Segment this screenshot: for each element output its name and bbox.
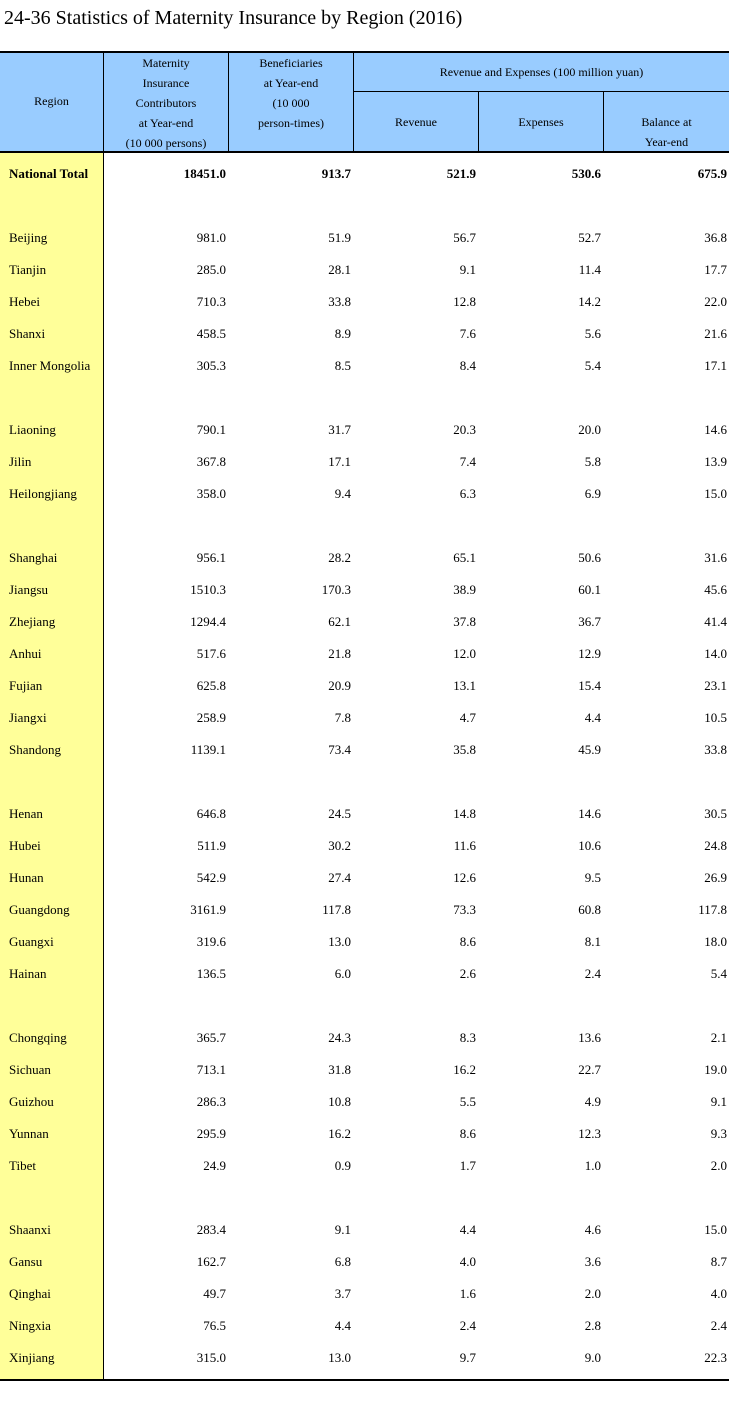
beneficiaries-value: 8.9	[334, 326, 351, 341]
revenue-value: 11.6	[453, 838, 476, 853]
balance-value: 17.1	[704, 358, 727, 373]
contributors-value: 295.9	[196, 1126, 226, 1141]
expenses-value: 5.4	[584, 358, 601, 373]
balance-value: 9.3	[710, 1126, 727, 1141]
beneficiaries-value: 7.8	[334, 710, 351, 725]
expenses-value: 4.6	[584, 1222, 601, 1237]
expenses-value: 14.2	[578, 294, 601, 309]
table-row	[0, 708, 729, 728]
expenses-value: 52.7	[578, 230, 601, 245]
revenue-value: 9.7	[459, 1350, 476, 1365]
table-row	[0, 356, 729, 376]
revenue-value: 4.4	[459, 1222, 476, 1237]
expenses-value: 50.6	[578, 550, 601, 565]
contributors-value: 285.0	[196, 262, 226, 277]
region-name: Jiangxi	[9, 710, 47, 725]
balance-value: 41.4	[704, 614, 727, 629]
balance-value: 2.4	[710, 1318, 727, 1333]
revenue-value: 1.6	[459, 1286, 476, 1301]
header-revenue-expenses-group: Revenue and Expenses (100 million yuan)	[439, 65, 644, 79]
table-row	[0, 1220, 729, 1240]
contributors-value: 3161.9	[190, 902, 226, 917]
expenses-value: 10.6	[578, 838, 601, 853]
contributors-value: 956.1	[196, 550, 226, 565]
expenses-value: 60.8	[578, 902, 601, 917]
balance-value: 5.4	[710, 966, 727, 981]
table-row	[0, 1156, 729, 1176]
expenses-value: 5.6	[584, 326, 601, 341]
statistics-table	[0, 51, 729, 1381]
revenue-value: 38.9	[453, 582, 476, 597]
bottom-rule	[0, 1379, 729, 1381]
table-row	[0, 612, 729, 632]
balance-value: 31.6	[704, 550, 727, 565]
region-name: Yunnan	[9, 1126, 49, 1141]
expenses-value: 36.7	[578, 614, 601, 629]
balance-value: 19.0	[704, 1062, 727, 1077]
balance-value: 4.0	[710, 1286, 727, 1301]
region-name: Inner Mongolia	[9, 358, 91, 373]
beneficiaries-value: 170.3	[321, 582, 351, 597]
revenue-value: 8.6	[459, 1126, 476, 1141]
region-name: Shanghai	[9, 550, 58, 565]
group-rule	[353, 91, 729, 92]
beneficiaries-value: 20.9	[328, 678, 351, 693]
table-row	[0, 740, 729, 760]
revenue-value: 1.7	[459, 1158, 476, 1173]
revenue-value: 2.6	[459, 966, 476, 981]
revenue-value: 6.3	[459, 486, 476, 501]
header-revenue: Revenue	[395, 115, 437, 129]
balance-value: 45.6	[704, 582, 727, 597]
balance-value: 23.1	[704, 678, 727, 693]
beneficiaries-value: 21.8	[328, 646, 351, 661]
expenses-value: 3.6	[584, 1254, 601, 1269]
header-expenses: Expenses	[518, 115, 564, 129]
contributors-value: 458.5	[196, 326, 226, 341]
revenue-value: 73.3	[453, 902, 476, 917]
region-name: Xinjiang	[9, 1350, 55, 1365]
region-name: Ningxia	[9, 1318, 51, 1333]
revenue-value: 8.4	[459, 358, 476, 373]
balance-value: 675.9	[697, 166, 727, 181]
contributors-value: 625.8	[196, 678, 226, 693]
region-name: Guizhou	[9, 1094, 54, 1109]
table-row	[0, 1316, 729, 1336]
contributors-value: 283.4	[196, 1222, 226, 1237]
beneficiaries-value: 13.0	[328, 934, 351, 949]
table-row	[0, 1252, 729, 1272]
beneficiaries-value: 24.3	[328, 1030, 351, 1045]
balance-value: 24.8	[704, 838, 727, 853]
table-row	[0, 292, 729, 312]
table-row	[0, 324, 729, 344]
table-row	[0, 1124, 729, 1144]
region-name: Beijing	[9, 230, 48, 245]
beneficiaries-value: 117.8	[322, 902, 351, 917]
region-name: Shaanxi	[9, 1222, 51, 1237]
region-name: Tibet	[9, 1158, 36, 1173]
balance-value: 10.5	[704, 710, 727, 725]
table-row	[0, 580, 729, 600]
expenses-value: 14.6	[578, 806, 601, 821]
expenses-value: 2.0	[584, 1286, 601, 1301]
region-name: Hainan	[9, 966, 47, 981]
expenses-value: 6.9	[584, 486, 601, 501]
region-name: Anhui	[9, 646, 42, 661]
revenue-value: 65.1	[453, 550, 476, 565]
table-row	[0, 1348, 729, 1368]
balance-value: 18.0	[704, 934, 727, 949]
table-row	[0, 836, 729, 856]
contributors-value: 286.3	[196, 1094, 226, 1109]
beneficiaries-value: 9.4	[334, 486, 351, 501]
region-name: Fujian	[9, 678, 43, 693]
expenses-value: 4.4	[584, 710, 601, 725]
revenue-value: 13.1	[453, 678, 476, 693]
balance-value: 22.3	[704, 1350, 727, 1365]
contributors-value: 1139.1	[190, 742, 226, 757]
expenses-value: 13.6	[578, 1030, 601, 1045]
region-name: Jiangsu	[9, 582, 48, 597]
contributors-value: 76.5	[203, 1318, 226, 1333]
balance-value: 14.0	[704, 646, 727, 661]
table-row	[0, 932, 729, 952]
beneficiaries-value: 30.2	[328, 838, 351, 853]
contributors-value: 511.9	[197, 838, 226, 853]
revenue-value: 12.6	[453, 870, 476, 885]
contributors-value: 162.7	[196, 1254, 226, 1269]
beneficiaries-value: 10.8	[328, 1094, 351, 1109]
balance-value: 30.5	[704, 806, 727, 821]
beneficiaries-value: 28.2	[328, 550, 351, 565]
expenses-value: 12.9	[578, 646, 601, 661]
contributors-value: 713.1	[196, 1062, 226, 1077]
revenue-value: 4.0	[459, 1254, 476, 1269]
balance-value: 8.7	[710, 1254, 727, 1269]
revenue-value: 20.3	[453, 422, 476, 437]
revenue-value: 5.5	[459, 1094, 476, 1109]
beneficiaries-value: 62.1	[328, 614, 351, 629]
region-name: Hunan	[9, 870, 44, 885]
revenue-value: 12.8	[453, 294, 476, 309]
contributors-value: 542.9	[196, 870, 226, 885]
balance-value: 15.0	[704, 486, 727, 501]
region-name: Shanxi	[9, 326, 46, 341]
expenses-value: 2.4	[584, 966, 601, 981]
beneficiaries-value: 16.2	[328, 1126, 351, 1141]
region-name: Jilin	[9, 454, 32, 469]
table-row	[0, 964, 729, 984]
contributors-value: 367.8	[196, 454, 226, 469]
header-beneficiaries: Beneficiaries at Year-end (10 000 person-times)	[258, 56, 324, 130]
table-row	[0, 1284, 729, 1304]
contributors-value: 981.0	[196, 230, 226, 245]
table-row	[0, 548, 729, 568]
region-name: Henan	[9, 806, 43, 821]
revenue-value: 14.8	[453, 806, 476, 821]
balance-value: 33.8	[704, 742, 727, 757]
revenue-value: 37.8	[453, 614, 476, 629]
region-name: Guangdong	[9, 902, 70, 917]
table-row	[0, 260, 729, 280]
expenses-value: 8.1	[584, 934, 601, 949]
contributors-value: 305.3	[196, 358, 226, 373]
table-row	[0, 1028, 729, 1048]
beneficiaries-value: 6.8	[334, 1254, 351, 1269]
balance-value: 2.0	[710, 1158, 727, 1173]
contributors-value: 136.5	[196, 966, 226, 981]
beneficiaries-value: 4.4	[334, 1318, 351, 1333]
expenses-value: 2.8	[584, 1318, 601, 1333]
beneficiaries-value: 6.0	[334, 966, 351, 981]
table-row	[0, 676, 729, 696]
revenue-value: 8.3	[459, 1030, 476, 1045]
region-name: Liaoning	[9, 422, 56, 437]
balance-value: 26.9	[704, 870, 727, 885]
region-name: Zhejiang	[9, 614, 56, 629]
beneficiaries-value: 913.7	[321, 166, 351, 181]
region-name: Hubei	[9, 838, 41, 853]
revenue-value: 8.6	[459, 934, 476, 949]
contributors-value: 646.8	[196, 806, 226, 821]
beneficiaries-value: 24.5	[328, 806, 351, 821]
revenue-value: 2.4	[459, 1318, 476, 1333]
revenue-value: 7.6	[459, 326, 476, 341]
region-name: Hebei	[9, 294, 41, 309]
revenue-value: 56.7	[453, 230, 476, 245]
contributors-value: 358.0	[196, 486, 226, 501]
contributors-value: 1510.3	[190, 582, 226, 597]
beneficiaries-value: 31.7	[328, 422, 351, 437]
beneficiaries-value: 8.5	[334, 358, 351, 373]
region-name: Sichuan	[9, 1062, 51, 1077]
beneficiaries-value: 13.0	[328, 1350, 351, 1365]
balance-value: 2.1	[710, 1030, 727, 1045]
beneficiaries-value: 17.1	[328, 454, 351, 469]
table-row	[0, 868, 729, 888]
table-row	[0, 452, 729, 472]
header-region: Region	[34, 94, 69, 108]
beneficiaries-value: 28.1	[328, 262, 351, 277]
region-name: Guangxi	[9, 934, 54, 949]
table-row	[0, 804, 729, 824]
revenue-value: 35.8	[453, 742, 476, 757]
contributors-value: 49.7	[203, 1286, 226, 1301]
contributors-value: 365.7	[196, 1030, 226, 1045]
revenue-value: 16.2	[453, 1062, 476, 1077]
beneficiaries-value: 9.1	[334, 1222, 351, 1237]
expenses-value: 9.5	[584, 870, 601, 885]
expenses-value: 20.0	[578, 422, 601, 437]
balance-value: 22.0	[704, 294, 727, 309]
expenses-value: 60.1	[578, 582, 601, 597]
expenses-value: 1.0	[584, 1158, 601, 1173]
table-row	[0, 900, 729, 920]
balance-value: 13.9	[704, 454, 727, 469]
expenses-value: 45.9	[578, 742, 601, 757]
balance-value: 36.8	[704, 230, 727, 245]
expenses-value: 11.4	[578, 262, 601, 277]
region-name: Shandong	[9, 742, 61, 757]
expenses-value: 4.9	[584, 1094, 601, 1109]
beneficiaries-value: 73.4	[328, 742, 351, 757]
beneficiaries-value: 0.9	[334, 1158, 351, 1173]
balance-value: 21.6	[704, 326, 727, 341]
table-row	[0, 1092, 729, 1112]
contributors-value: 517.6	[196, 646, 226, 661]
balance-value: 9.1	[710, 1094, 727, 1109]
contributors-value: 18451.0	[183, 166, 226, 181]
beneficiaries-value: 31.8	[328, 1062, 351, 1077]
table-row	[0, 644, 729, 664]
contributors-value: 258.9	[196, 710, 226, 725]
expenses-value: 530.6	[571, 166, 601, 181]
contributors-value: 319.6	[196, 934, 226, 949]
contributors-value: 1294.4	[190, 614, 226, 629]
table-row	[0, 484, 729, 504]
region-name: Heilongjiang	[9, 486, 77, 501]
balance-value: 117.8	[698, 902, 727, 917]
beneficiaries-value: 33.8	[328, 294, 351, 309]
revenue-value: 7.4	[459, 454, 476, 469]
national-total-row	[0, 164, 729, 184]
region-name: Tianjin	[9, 262, 47, 277]
table-row	[0, 228, 729, 248]
contributors-value: 790.1	[196, 422, 226, 437]
region-name: Gansu	[9, 1254, 43, 1269]
expenses-value: 9.0	[584, 1350, 601, 1365]
beneficiaries-value: 27.4	[328, 870, 351, 885]
header-contributors: Maternity Insurance Contributors at Year-end (10 000 persons)	[125, 56, 207, 150]
expenses-value: 12.3	[578, 1126, 601, 1141]
table-row	[0, 1060, 729, 1080]
balance-value: 14.6	[704, 422, 727, 437]
contributors-value: 315.0	[196, 1350, 226, 1365]
revenue-value: 4.7	[459, 710, 476, 725]
contributors-value: 710.3	[196, 294, 226, 309]
revenue-value: 521.9	[446, 166, 476, 181]
expenses-value: 5.8	[584, 454, 601, 469]
beneficiaries-value: 51.9	[328, 230, 351, 245]
header-balance: Balance at Year-end	[641, 115, 692, 149]
beneficiaries-value: 3.7	[334, 1286, 351, 1301]
balance-value: 17.7	[704, 262, 727, 277]
revenue-value: 12.0	[453, 646, 476, 661]
revenue-value: 9.1	[459, 262, 476, 277]
balance-value: 15.0	[704, 1222, 727, 1237]
expenses-value: 22.7	[578, 1062, 601, 1077]
expenses-value: 15.4	[578, 678, 601, 693]
table-title: 24-36 Statistics of Maternity Insurance by Region (2016)	[4, 7, 463, 29]
contributors-value: 24.9	[203, 1158, 226, 1173]
region-name: Qinghai	[9, 1286, 51, 1301]
region-name: Chongqing	[9, 1030, 67, 1045]
region-name: National Total	[9, 166, 89, 181]
table-row	[0, 420, 729, 440]
